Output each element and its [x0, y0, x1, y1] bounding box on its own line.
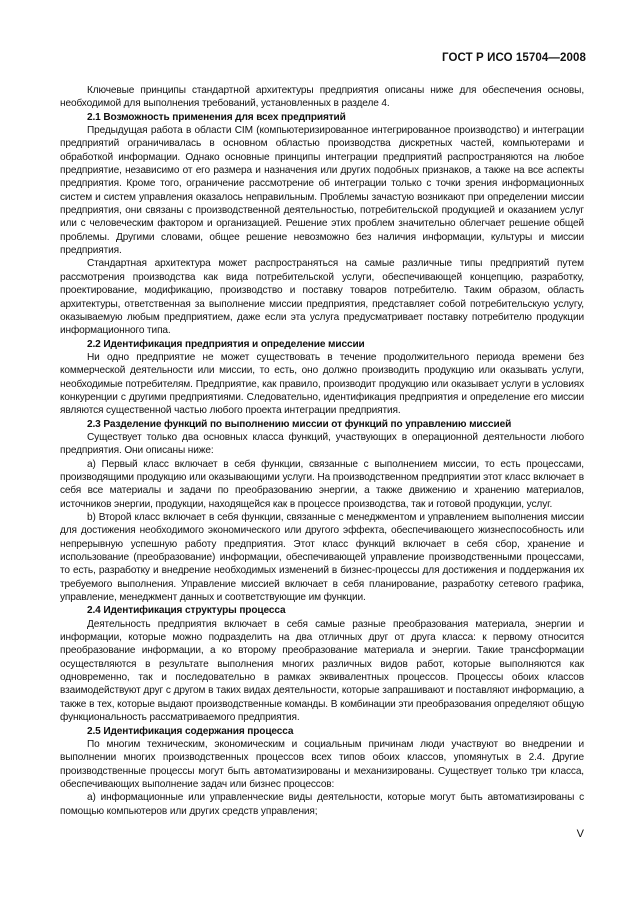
section-2-3-paragraph-1: Существует только два основных класса функций, участвующих в операционной деятельности любого предприятия. Они описаны ниже: — [60, 431, 584, 457]
section-2-2-title: 2.2 Идентификация предприятия и определение миссии — [87, 338, 365, 350]
intro-paragraph: Ключевые принципы стандартной архитектуры предприятия описаны ниже для обеспечения основы, необходимой для выполнения требований, установленных в разделе 4. — [60, 85, 584, 110]
section-2-3-item-b: b) Второй класс включает в себя функции, связанные с менеджментом и управлением выполнения миссии для достижения необходимого экономического или другого эффекта, обеспечивающего жизнеспособность или непрерывную успешную работу предприятия. Этот класс функций включает в себя сбор, хранение и использование (преобразование) информации, обеспечивающей управление производственными процессами, то есть, разработку и внедрение необходимых изменений в бизнес-процессы для достижения и поддержания их требуемого выполнения. Управление миссией включает в себя планирование, разработку сетевого графика, управление, менеджмент данных и соответствующие им функции. — [60, 512, 584, 604]
section-2-4-title: 2.4 Идентификация структуры процесса — [87, 605, 286, 617]
section-2-1-paragraph-1: Предыдущая работа в области CIM (компьютеризированное интегрированное производство) и интеграции предприятий ограничивалась в основном областью производства дискретных частей, компьютерами и обработкой информации. Однако основные принципы интеграции предприятий распространяются на любое предприятие, независимо от его размера и назначения или других подобных признаков, а также на все аспекты предприятия. Кроме того, ограничение рассмотрение об интеграции только с точки зрения информационных систем и систем управления оказалось неправильным. Проблемы зачастую возникают при определении миссии предприятия, они связаны с производственной деятельностью, потребительской продукцией и оказанием услуг или с человеческим фактором и организацией. Решение этих проблем значительно облегчает решение общей проблемы. Другими словами, общее решение невозможно без наличия информации, культуры и миссии предприятия. — [60, 125, 584, 257]
document-body — [60, 84, 584, 818]
section-2-1-title: 2.1 Возможность применения для всех предприятий — [87, 111, 346, 123]
section-2-1-paragraph-2: Стандартная архитектура может распространяться на самые различные типы предприятий путем рассмотрения производства как вида потребительской услуги, обеспечивающей концепцию, разработку, проектирование, модификацию, производство и поставку товаров потребителю. Таким образом, область архитектуры, ответственная за выполнение миссии предприятия, представляет собой потребительскую услугу, оказываемую любым предприятием, даже если эта услуга предусматривает поставку потребителю продукции информационного типа. — [60, 258, 584, 337]
section-2-5-item-a: a) информационные или управленческие виды деятельности, которые могут быть автоматизированы с помощью компьютеров или других средств управления; — [60, 792, 584, 817]
document-header: ГОСТ Р ИСО 15704—2008 — [441, 52, 586, 64]
section-2-5-title: 2.5 Идентификация содержания процесса — [87, 725, 294, 737]
section-2-2-paragraph-1: Ни одно предприятие не может существовать в течение продолжительного периода времени без коммерческой деятельности или миссии, то есть, оно должно производить продукцию или оказывать услуги, необходимые потребителям. Предприятие, как правило, производит продукцию или оказывает услуги в условиях конкуренции с другими предприятиями. Следовательно, идентификация предприятия и определение его миссии являются существенной частью любого проекта интеграции предприятия. — [60, 351, 584, 417]
section-2-4-paragraph-1: Деятельность предприятия включает в себя самые разные преобразования материала, энергии и информации, которые можно подразделить на два отличных друг от друга класса: к первому относится преобразование информации, а ко второму преобразование материала и энергии. Такие трансформации осуществляются в результате выполнения многих различных видов работ, которые выполняются как одновременно, так и последовательно в рамках эквивалентных процессов. Процессы обоих классов взаимодействуют друг с другом в таких видах деятельности, которые запрашивают и поставляют информацию, а также в тех, которые выдают производственные команды. В комбинации эти преобразования определяют общую функциональность рассматриваемого предприятия. — [60, 618, 584, 724]
section-2-3-title: 2.3 Разделение функций по выполнению миссии от функций по управлению миссией — [87, 418, 512, 430]
section-2-5-paragraph-1: По многим техническим, экономическим и социальным причинам люди участвуют во внедрении и выполнении многих производственных процессов всех типов обоих классов, упомянутых в 2.4. Другие производственные процессы могут быть автоматизированы и механизированы. Существует только три класса, обеспечивающих выполнение задач или бизнес процессов: — [60, 738, 584, 790]
page-number: V — [576, 828, 584, 840]
section-2-3-item-a: a) Первый класс включает в себя функции, связанные с выполнением миссии, то есть процессами, производящими продукцию или оказывающими услуги. На производственном предприятии этот класс включает в себя все материалы и задачи по преобразованию энергии, а также движению и хранению материалов, источников энергии, продукции, находящейся как в процессе производства, так и готовой продукции, услуг. — [60, 458, 584, 510]
